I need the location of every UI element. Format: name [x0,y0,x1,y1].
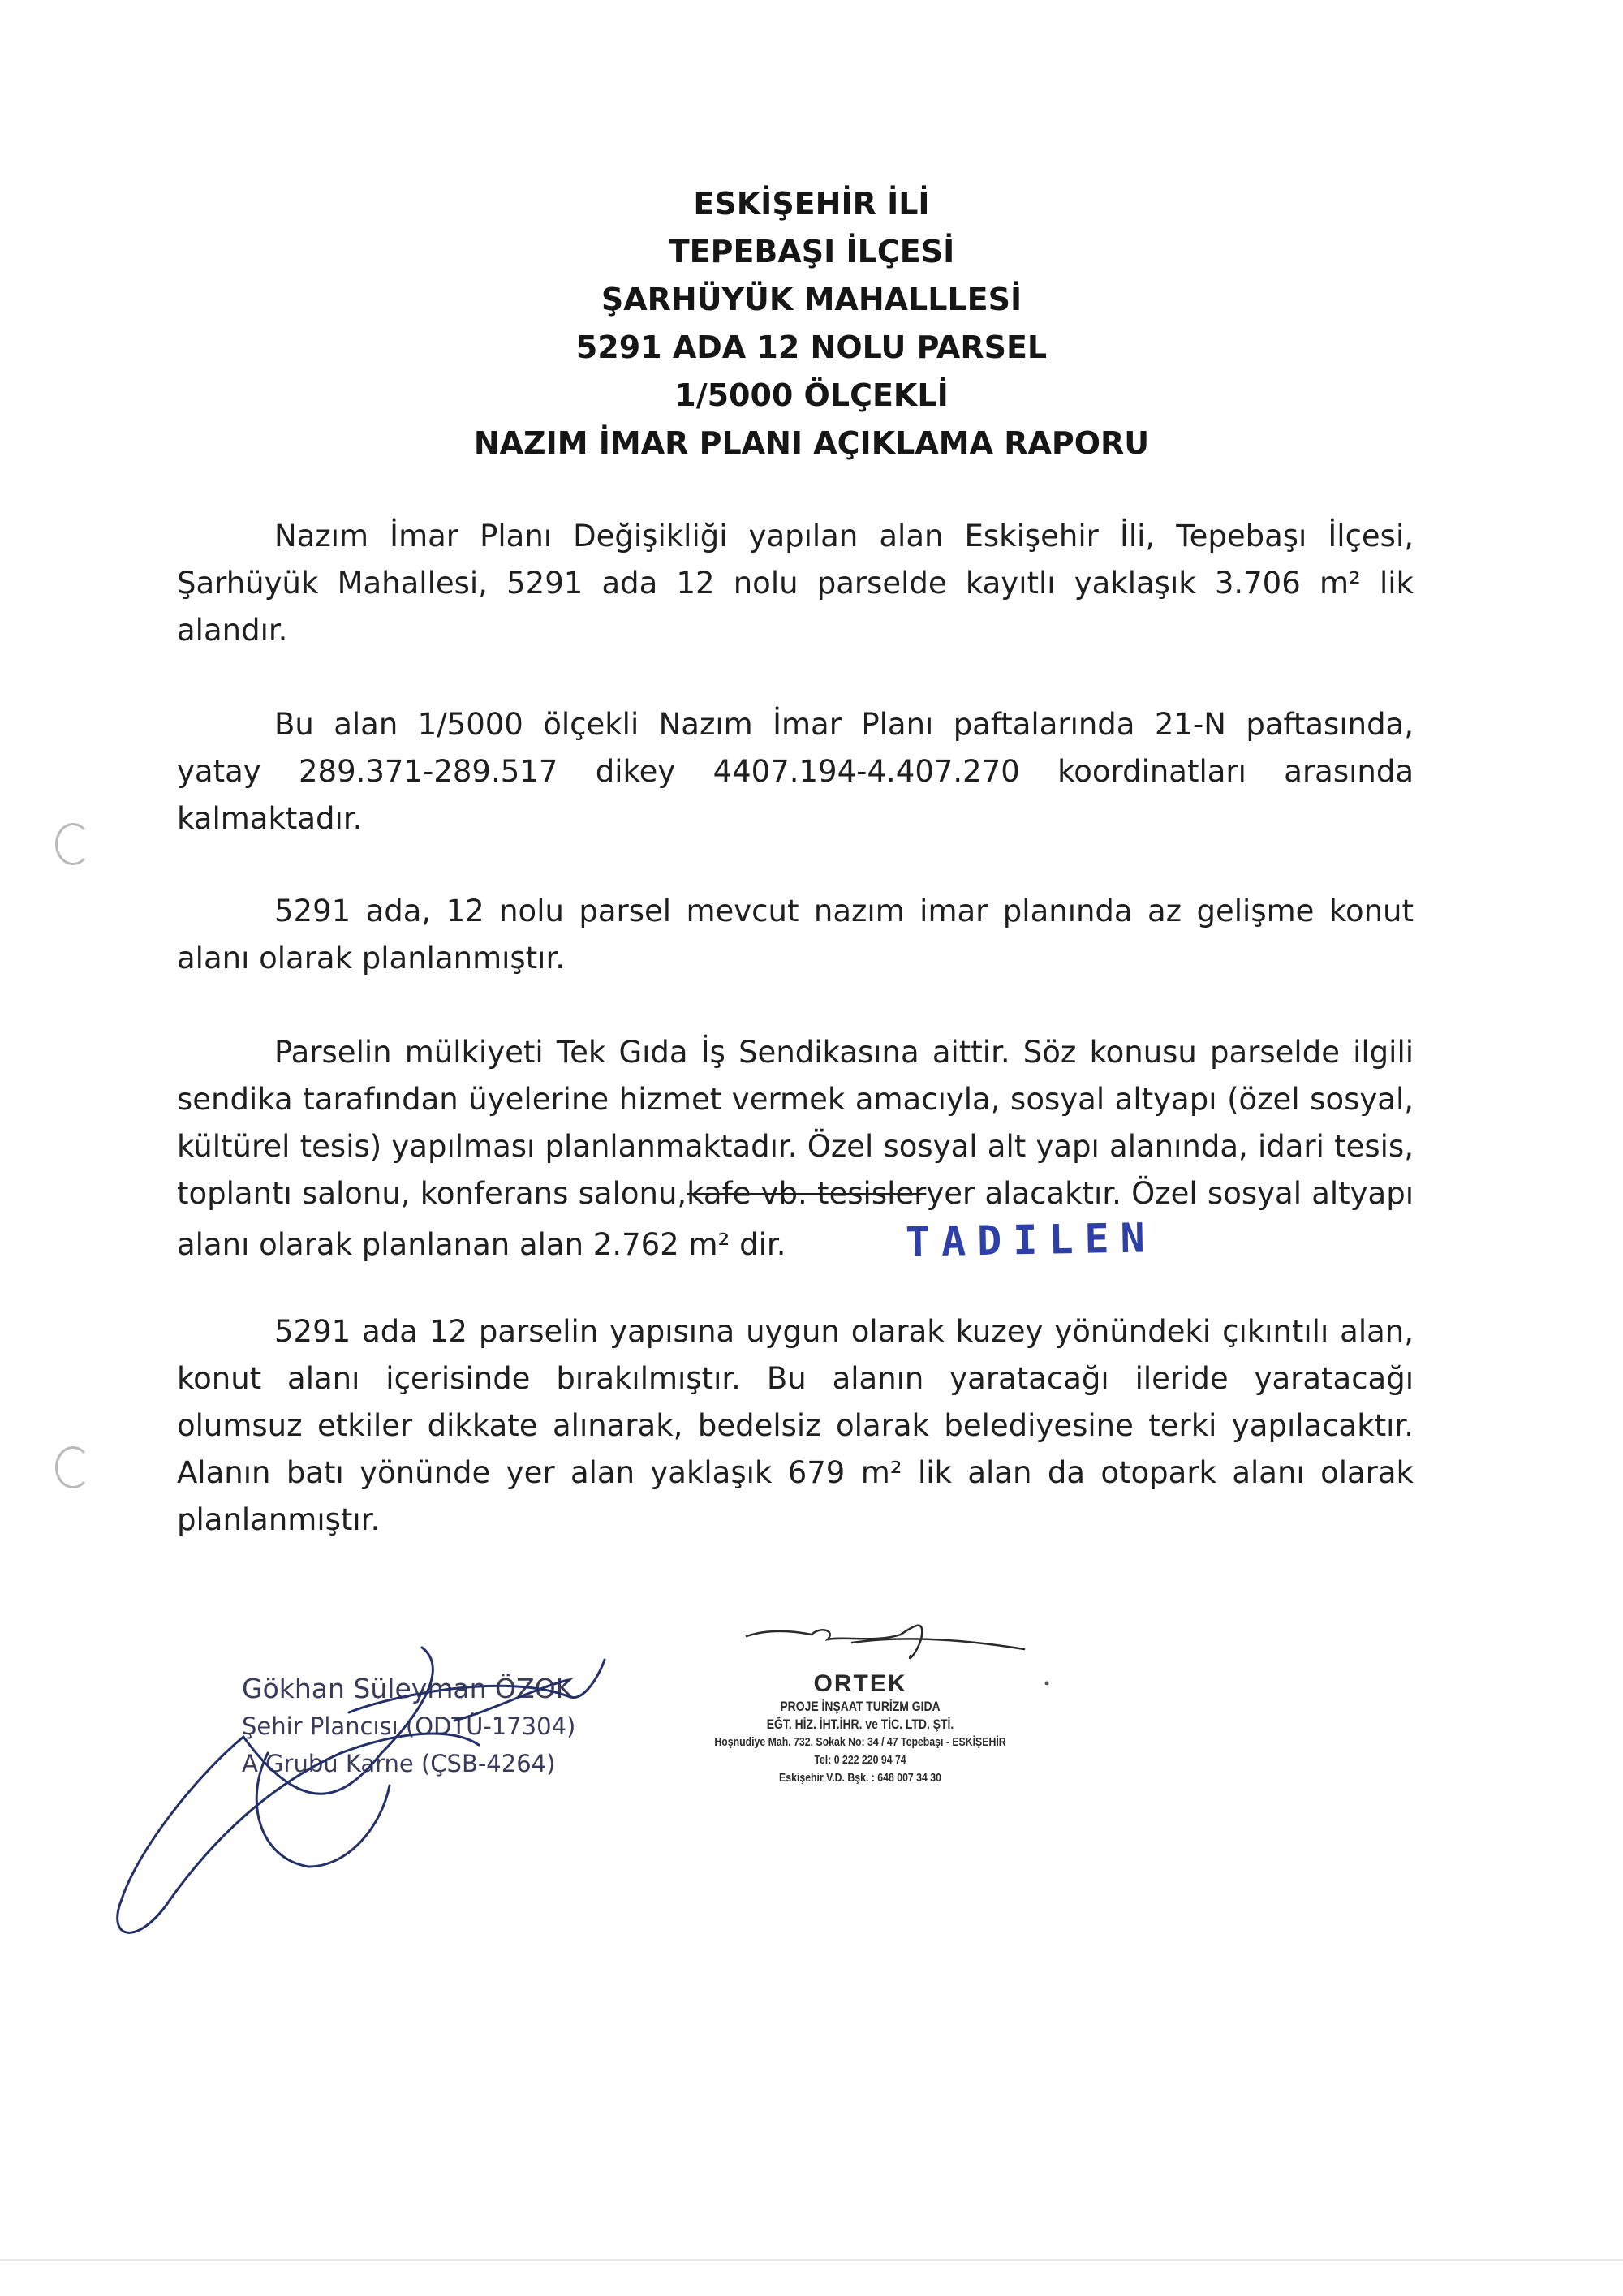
struck-text: kafe vb. tesisler [687,1176,927,1211]
company-address: Hoşnudiye Mah. 732. Sokak No: 34 / 47 Tepebaşı - ESKİŞEHİR [714,1735,1006,1749]
paragraph-4-part-b: yer alacaktır. Özel sosyal altyapı alanı olarak planlanan alan 2.762 m² dir. [177,1176,1414,1262]
stamp-dot-icon [1045,1682,1049,1686]
title-line-province: ESKİŞEHİR İLİ [693,186,930,222]
paragraph-5-text: 5291 ada 12 parselin yapısına uygun olarak kuzey yönündeki çıkıntılı alan, konut alanı içerisinde bırakılmıştır. Bu alanın yaratacağı ileride yaratacağı olumsuz etkiler dikkate alınarak, bedelsiz olarak belediyesine terki yapılacaktır. Alanın batı yönünde yer alan yaklaşık 679 m² lik alan da otopark alanı olarak planlanmıştır. [177,1314,1414,1537]
title-line-parcel: 5291 ADA 12 NOLU PARSEL [575,330,1048,365]
company-signature-icon [747,1626,1024,1658]
tadilen-stamp: TADILEN [905,1214,1157,1266]
company-line-2: EĞT. HİZ. İHT.İHR. ve TİC. LTD. ŞTİ. [766,1717,954,1732]
planner-signature-icon [118,1648,605,1932]
company-tax-office: Eskişehir V.D. Bşk. : 648 007 34 30 [779,1771,941,1785]
title-line-report: NAZIM İMAR PLANI AÇIKLAMA RAPORU [473,425,1150,461]
paragraph-2-text: Bu alan 1/5000 ölçekli Nazım İmar Planı paftalarında 21-N paftasında, yatay 289.371-289.517 dikey 4407.194-4.407.270 koordinatları arasında kalmaktadır. [177,707,1414,836]
title-line-scale: 1/5000 ÖLÇEKLİ [674,377,949,413]
company-line-1: PROJE İNŞAAT TURİZM GIDA [780,1699,941,1714]
title-line-neighborhood: ŞARHÜYÜK MAHALLLESİ [601,282,1022,317]
paragraph-3-text: 5291 ada, 12 nolu parsel mevcut nazım imar planında az gelişme konut alanı olarak planlanmıştır. [177,894,1414,976]
company-name: ORTEK [813,1670,907,1697]
title-line-district: TEPEBAŞI İLÇESİ [668,234,955,269]
planner-name: Gökhan Süleyman ÖZOK [242,1673,574,1704]
planner-title: Şehir Plancısı (ODTÜ-17304) [242,1712,576,1740]
company-phone: Tel: 0 222 220 94 74 [814,1753,906,1767]
paragraph-1-text: Nazım İmar Planı Değişikliği yapılan alan Eskişehir İli, Tepebaşı İlçesi, Şarhüyük Mahallesi, 5291 ada 12 nolu parselde kayıtlı yaklaşık 3.706 m² lik alandır. [177,519,1414,648]
planner-grade: A Grubu Karne (ÇSB-4264) [242,1750,556,1777]
paragraph-4-part-a: Parselin mülkiyeti Tek Gıda İş Sendikasına aittir. Söz konusu parselde ilgili sendika tarafından üyelerine hizmet vermek amacıyla, sosyal altyapı (özel sosyal, kültürel tesis) yapılması planlanmaktadır. Özel sosyal alt yapı alanında, idari tesis, toplantı salonu, konferans salonu, [177,1035,1414,1211]
scan-edge-line [0,2259,1623,2261]
